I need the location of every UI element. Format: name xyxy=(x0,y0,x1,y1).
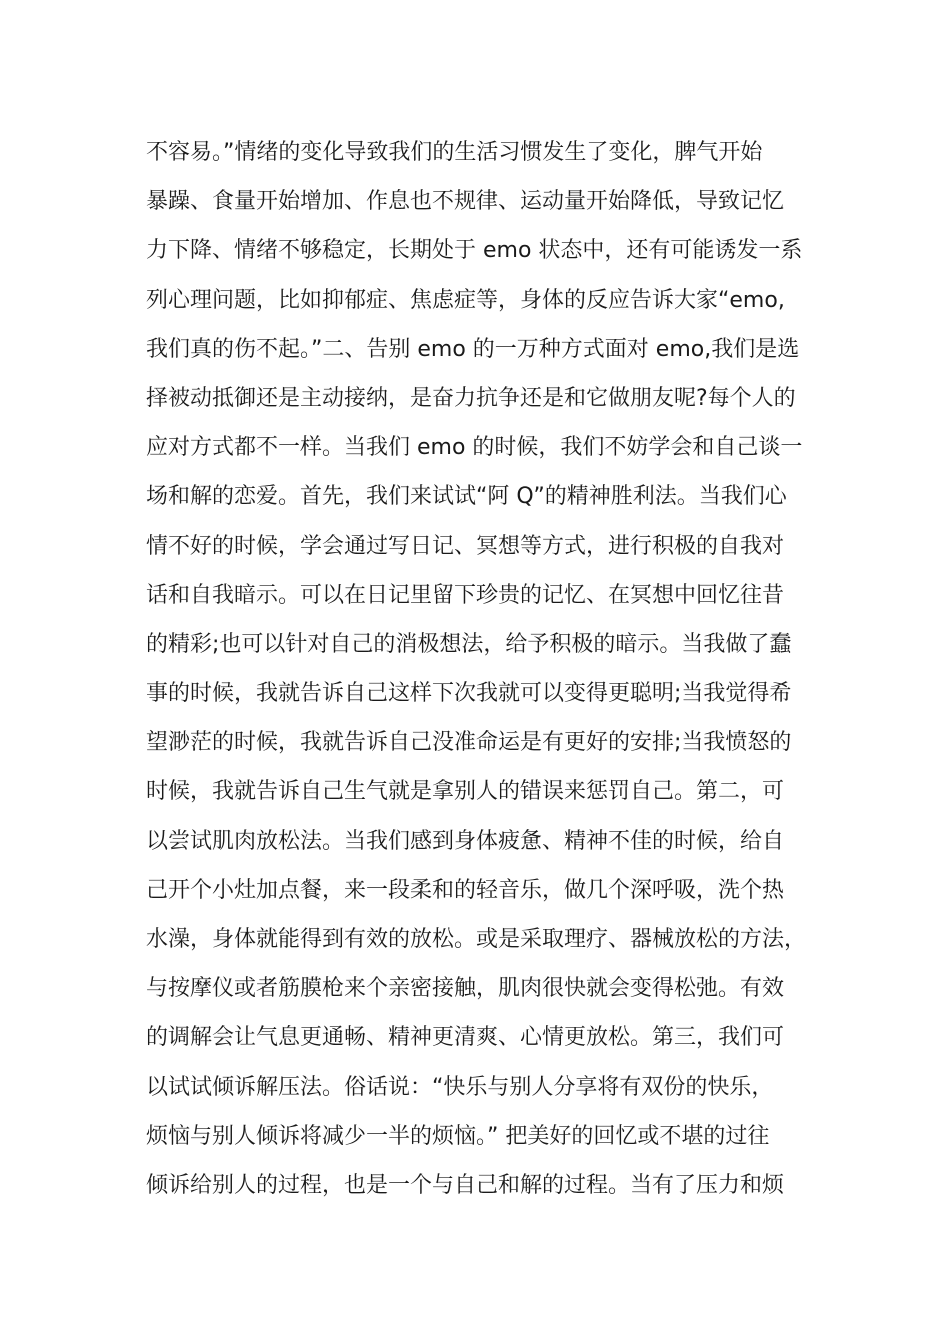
text-line-18: 与按摩仪或者筋膜枪来个亲密接触，肌肉很快就会变得松弛。有效 xyxy=(146,976,785,1002)
text-line-13: 望渺茫的时候，我就告诉自己没准命运是有更好的安排;当我愤怒的 xyxy=(146,730,792,756)
text-line-10: 话和自我暗示。可以在日记里留下珍贵的记忆、在冥想中回忆往昔 xyxy=(146,582,785,608)
text-line-21: 烦恼与别人倾诉将减少一半的烦恼。” 把美好的回忆或不堪的过往 xyxy=(146,1123,770,1149)
text-line-14: 时候，我就告诉自己生气就是拿别人的错误来惩罚自己。第二，可 xyxy=(146,779,785,805)
text-line-22: 倾诉给别人的过程，也是一个与自己和解的过程。当有了压力和烦 xyxy=(146,1172,785,1198)
text-line-12: 事的时候，我就告诉自己这样下次我就可以变得更聪明;当我觉得希 xyxy=(146,681,792,707)
body-text xyxy=(146,128,826,1210)
text-line-19: 的调解会让气息更通畅、精神更清爽、心情更放松。第三，我们可 xyxy=(146,1025,785,1051)
text-line-3: 力下降、情绪不够稳定，长期处于 emo 状态中，还有可能诱发一系 xyxy=(146,238,803,264)
text-line-4: 列心理问题，比如抑郁症、焦虑症等，身体的反应告诉大家“emo, xyxy=(146,287,785,313)
text-line-9: 情不好的时候，学会通过写日记、冥想等方式，进行积极的自我对 xyxy=(146,533,785,559)
text-line-20: 以试试倾诉解压法。俗话说：“快乐与别人分享将有双份的快乐， xyxy=(146,1074,774,1100)
text-line-15: 以尝试肌肉放松法。当我们感到身体疲惫、精神不佳的时候，给自 xyxy=(146,828,785,854)
text-line-1: 不容易。”情绪的变化导致我们的生活习惯发生了变化，脾气开始 xyxy=(146,140,763,165)
text-line-11: 的精彩;也可以针对自己的消极想法，给予积极的暗示。当我做了蠢 xyxy=(146,631,792,657)
text-line-7: 应对方式都不一样。当我们 emo 的时候，我们不妨学会和自己谈一 xyxy=(146,435,803,461)
text-line-5: 我们真的伤不起。”二、告别 emo 的一万种方式面对 emo,我们是选 xyxy=(146,336,800,362)
text-line-16: 己开个小灶加点餐，来一段柔和的轻音乐，做几个深呼吸，洗个热 xyxy=(146,877,785,903)
text-line-2: 暴躁、食量开始增加、作息也不规律、运动量开始降低，导致记忆 xyxy=(146,189,785,215)
text-line-17: 水澡，身体就能得到有效的放松。或是采取理疗、器械放松的方法， xyxy=(146,927,807,952)
text-line-8: 场和解的恋爱。首先，我们来试试“阿 Q”的精神胜利法。当我们心 xyxy=(146,484,787,510)
text-line-6: 择被动抵御还是主动接纳，是奋力抗争还是和它做朋友呢?每个人的 xyxy=(146,385,796,411)
